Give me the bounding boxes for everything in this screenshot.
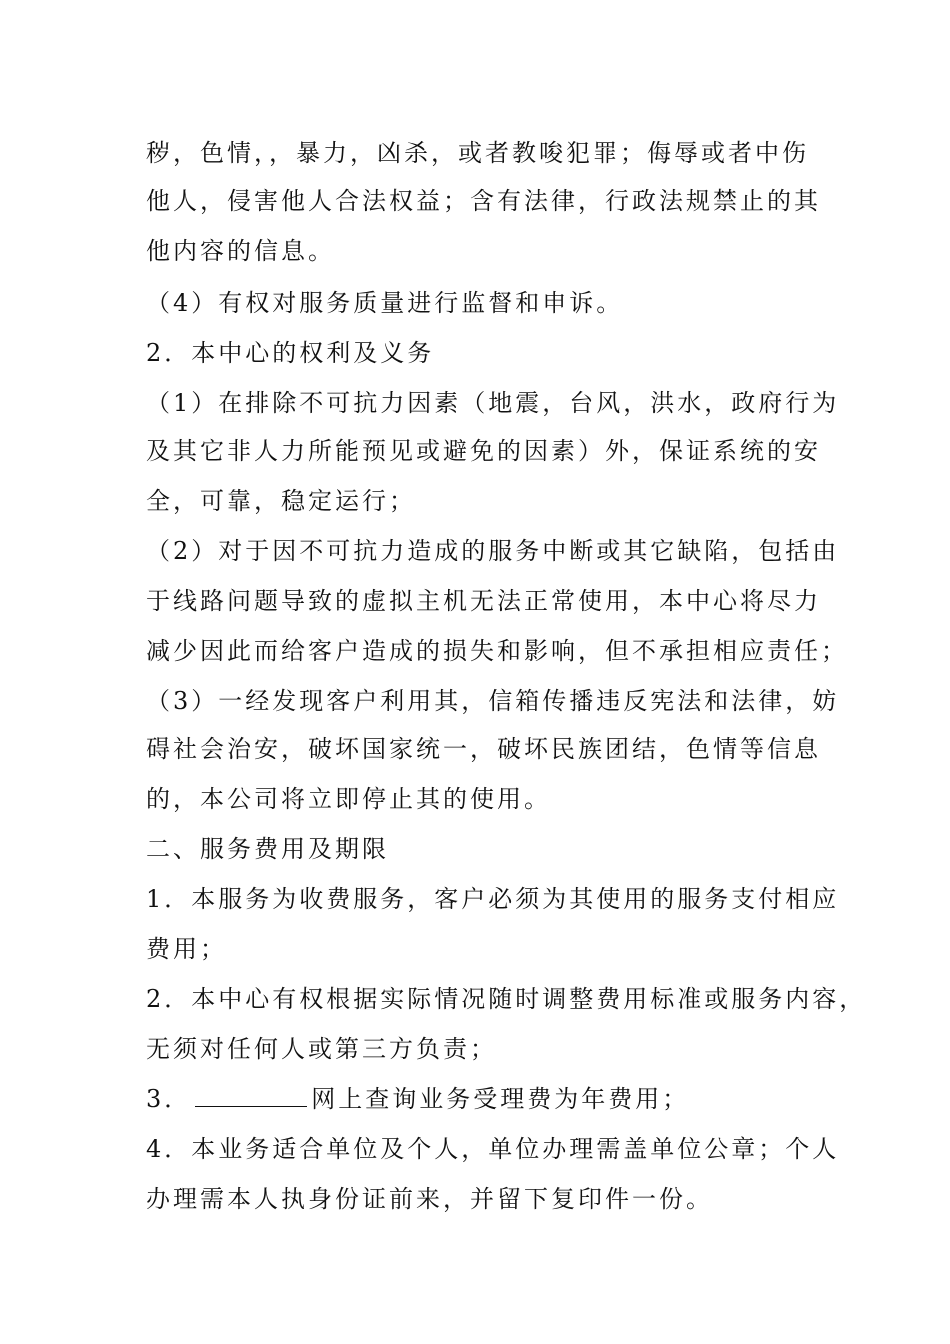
text-line: （1）在排除不可抗力因素（地震，台风，洪水，政府行为 <box>146 389 840 417</box>
text-line: （3）一经发现客户利用其，信箱传播违反宪法和法律，妨 <box>146 687 840 715</box>
text-line: 办理需本人执身份证前来，并留下复印件一份。 <box>146 1185 713 1213</box>
text-line: （4）有权对服务质量进行监督和申诉。 <box>146 289 624 317</box>
text-line: 费用； <box>146 935 227 963</box>
text-line: 1．本服务为收费服务，客户必须为其使用的服务支付相应 <box>146 885 840 913</box>
text-line: 他内容的信息。 <box>146 237 335 265</box>
section-heading: 2．本中心的权利及义务 <box>146 339 435 367</box>
section-heading: 二、服务费用及期限 <box>146 835 389 863</box>
text-line: 减少因此而给客户造成的损失和影响，但不承担相应责任； <box>146 637 848 665</box>
text-line: 及其它非人力所能预见或避免的因素）外，保证系统的安 <box>146 437 821 465</box>
text-line: 的，本公司将立即停止其的使用。 <box>146 785 551 813</box>
text-line: 他人，侵害他人合法权益；含有法律，行政法规禁止的其 <box>146 187 821 215</box>
text-line-with-blank <box>146 1084 689 1114</box>
item-number: 3． <box>146 1085 192 1113</box>
fill-in-blank <box>195 1086 307 1107</box>
text-line: 于线路问题导致的虚拟主机无法正常使用，本中心将尽力 <box>146 587 821 615</box>
text-line: 无须对任何人或第三方负责； <box>146 1035 497 1063</box>
text-line: 秽，色情，，暴力，凶杀，或者教唆犯罪；侮辱或者中伤 <box>146 139 809 167</box>
text-line: 4．本业务适合单位及个人，单位办理需盖单位公章；个人 <box>146 1135 840 1163</box>
item-text: 网上查询业务受理费为年费用； <box>311 1085 690 1113</box>
text-line: （2）对于因不可抗力造成的服务中断或其它缺陷，包括由 <box>146 537 840 565</box>
text-line: 全，可靠，稳定运行； <box>146 487 416 515</box>
text-line: 2．本中心有权根据实际情况随时调整费用标准或服务内容， <box>146 985 867 1013</box>
text-line: 碍社会治安，破坏国家统一，破坏民族团结，色情等信息 <box>146 735 821 763</box>
